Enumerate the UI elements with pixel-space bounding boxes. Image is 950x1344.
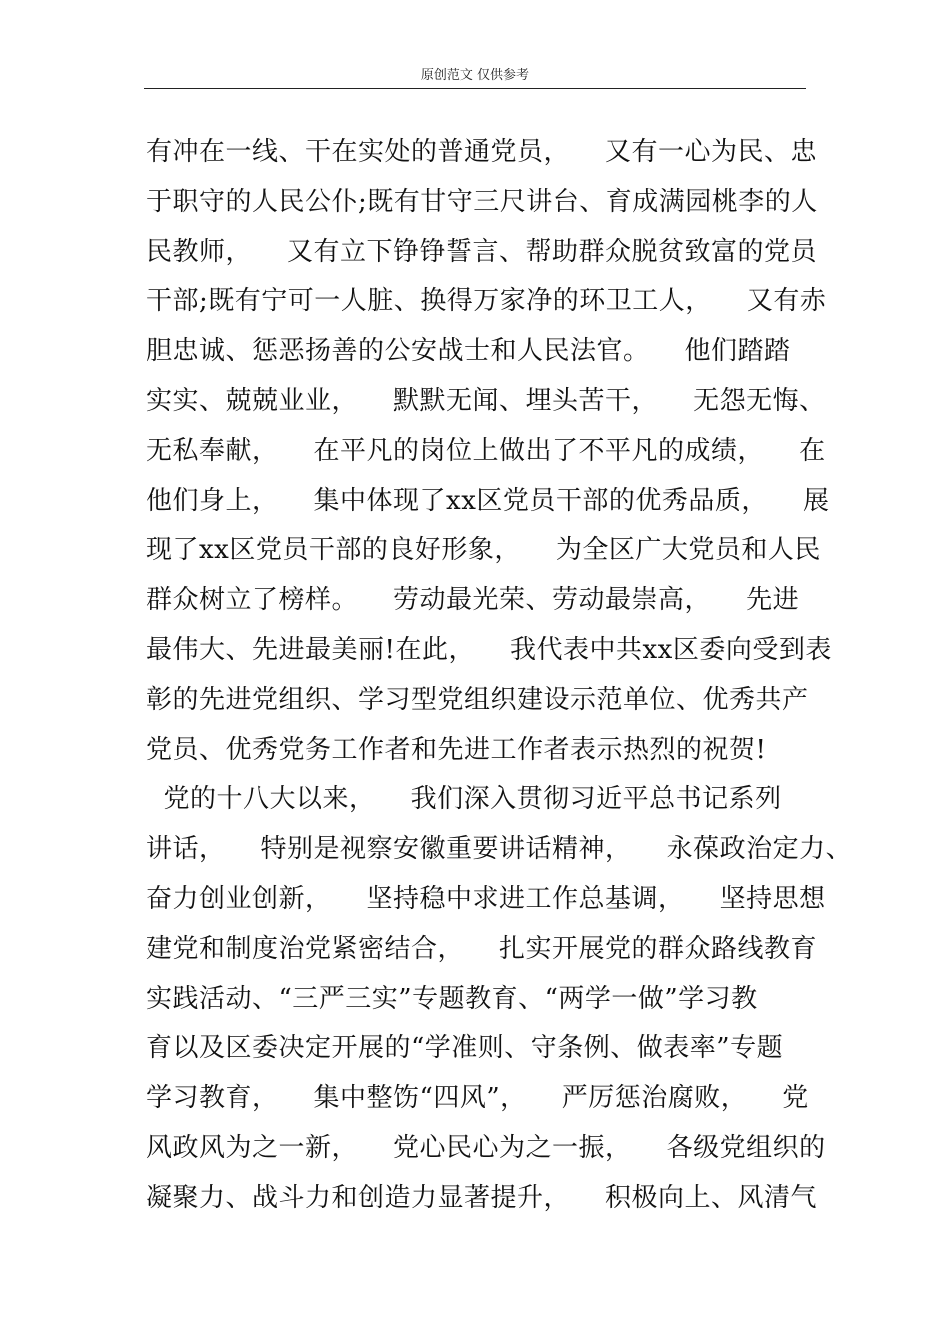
body-line: 育以及区委决定开展的“学准则、守条例、做表率”专题	[146, 1033, 784, 1064]
body-line: 凝聚力、战斗力和创造力显著提升， 积极向上、风清气	[146, 1182, 818, 1213]
body-line: 胆忠诚、惩恶扬善的公安战士和人民法官。 他们踏踏	[146, 336, 791, 367]
body-line: 风政风为之一新， 党心民心为之一振， 各级党组织的	[146, 1132, 826, 1163]
body-line: 他们身上， 集中体现了xx区党员干部的优秀品质， 展	[146, 485, 830, 516]
body-line: 民教师， 又有立下铮铮誓言、帮助群众脱贫致富的党员	[146, 236, 818, 267]
body-line: 实践活动、“三严三实”专题教育、“两学一做”学习教	[146, 983, 758, 1014]
body-line: 最伟大、先进最美丽!在此， 我代表中共xx区委向受到表	[146, 634, 832, 665]
body-line: 于职守的人民公仆;既有甘守三尺讲台、育成满园桃李的人	[146, 186, 818, 217]
body-line: 学习教育， 集中整饬“四风”， 严厉惩治腐败， 党	[146, 1083, 809, 1114]
page-header	[144, 64, 806, 89]
body-line: 建党和制度治党紧密结合， 扎实开展党的群众路线教育	[146, 933, 818, 964]
body-line: 彰的先进党组织、学习型党组织建设示范单位、优秀共产	[146, 684, 809, 715]
body-line: 有冲在一线、干在实处的普通党员， 又有一心为民、忠	[146, 137, 818, 167]
body-line: 无私奉献， 在平凡的岗位上做出了不平凡的成绩， 在	[146, 435, 826, 466]
header-text: 原创范文 仅供参考	[420, 68, 530, 83]
body-line: 干部;既有宁可一人脏、换得万家净的环卫工人， 又有赤	[146, 286, 827, 317]
body-line: 实实、兢兢业业， 默默无闻、埋头苦干， 无怨无悔、	[146, 385, 826, 416]
body-line: 现了xx区党员干部的良好形象， 为全区广大党员和人民	[146, 535, 821, 566]
body-line: 奋力创业创新， 坚持稳中求进工作总基调， 坚持思想	[146, 883, 826, 914]
body-line: 讲话， 特别是视察安徽重要讲话精神， 永葆政治定力、	[146, 834, 853, 865]
document-body	[146, 128, 853, 1224]
body-line: 党的十八大以来， 我们深入贯彻习近平总书记系列	[146, 784, 782, 815]
body-line: 群众树立了榜样。 劳动最光荣、劳动最崇高， 先进	[146, 585, 800, 616]
body-line: 党员、优秀党务工作者和先进工作者表示热烈的祝贺!	[146, 734, 767, 765]
